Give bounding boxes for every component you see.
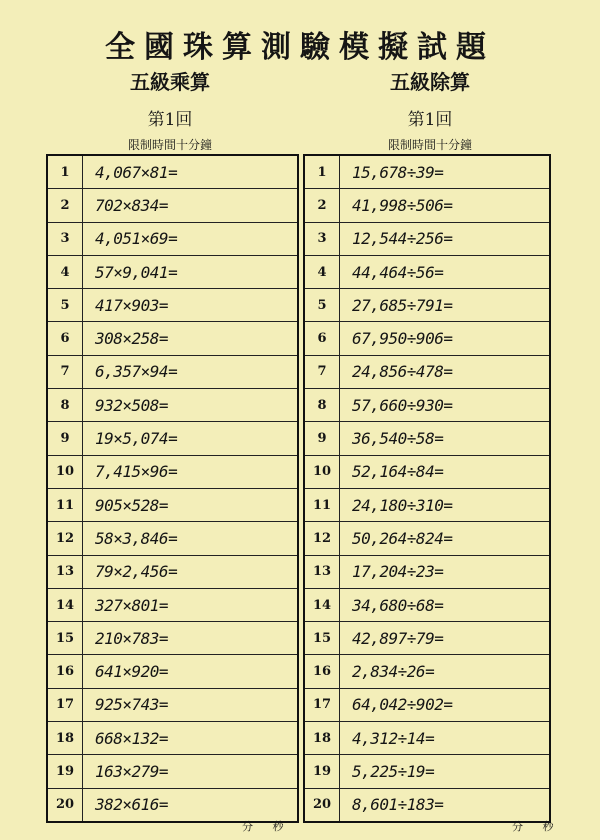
table-row xyxy=(47,322,298,355)
table-row xyxy=(304,688,550,721)
problem-number: 1 xyxy=(304,155,340,189)
problem-number: 12 xyxy=(304,522,340,555)
problem-number: 4 xyxy=(47,255,83,288)
division-level: 五級除算 xyxy=(390,70,470,94)
table-row xyxy=(304,422,550,455)
table-row xyxy=(304,588,550,621)
problem-text: 79×2,456= xyxy=(83,555,299,588)
problem-number: 7 xyxy=(304,355,340,388)
problem-text: 7,415×96= xyxy=(83,455,299,488)
table-row xyxy=(47,488,298,521)
table-row xyxy=(47,788,298,822)
problem-text: 382×616= xyxy=(83,788,299,822)
problem-number: 6 xyxy=(47,322,83,355)
problem-text: 905×528= xyxy=(83,488,299,521)
problem-text: 4,067×81= xyxy=(83,155,299,189)
problem-text: 52,164÷84= xyxy=(340,455,551,488)
problem-text: 50,264÷824= xyxy=(340,522,551,555)
problem-number: 10 xyxy=(47,455,83,488)
problem-number: 9 xyxy=(47,422,83,455)
table-row xyxy=(47,189,298,222)
division-footer xyxy=(512,818,570,834)
table-row xyxy=(304,755,550,788)
division-header xyxy=(300,66,560,153)
problem-text: 163×279= xyxy=(83,755,299,788)
multiplication-level: 五級乘算 xyxy=(130,70,210,94)
table-row xyxy=(304,222,550,255)
problem-number: 5 xyxy=(47,289,83,322)
problem-text: 8,601÷183= xyxy=(340,788,551,822)
table-row xyxy=(304,389,550,422)
problem-text: 15,678÷39= xyxy=(340,155,551,189)
problem-text: 925×743= xyxy=(83,688,299,721)
problem-text: 58×3,846= xyxy=(83,522,299,555)
table-row xyxy=(47,655,298,688)
table-row xyxy=(304,522,550,555)
table-row xyxy=(304,622,550,655)
multiplication-time-limit: 限制時間十分鐘 xyxy=(127,138,212,152)
table-row xyxy=(304,655,550,688)
problem-number: 15 xyxy=(304,622,340,655)
table-row xyxy=(304,488,550,521)
problem-number: 14 xyxy=(304,588,340,621)
minutes-label: 分 xyxy=(512,820,523,833)
problem-number: 7 xyxy=(47,355,83,388)
table-row xyxy=(47,588,298,621)
division-time-limit: 限制時間十分鐘 xyxy=(387,138,472,152)
problem-number: 3 xyxy=(47,222,83,255)
problem-number: 16 xyxy=(304,655,340,688)
seconds-label: 秒 xyxy=(272,820,284,833)
table-row xyxy=(47,455,298,488)
table-row xyxy=(304,722,550,755)
problem-number: 10 xyxy=(304,455,340,488)
problem-text: 27,685÷791= xyxy=(340,289,551,322)
problem-text: 24,180÷310= xyxy=(340,488,551,521)
multiplication-header xyxy=(40,66,300,153)
problem-number: 2 xyxy=(47,189,83,222)
table-row xyxy=(47,622,298,655)
table-row xyxy=(47,222,298,255)
table-row xyxy=(304,555,550,588)
table-row xyxy=(304,788,550,822)
problem-number: 16 xyxy=(47,655,83,688)
problem-number: 9 xyxy=(304,422,340,455)
problem-text: 5,225÷19= xyxy=(340,755,551,788)
table-row xyxy=(304,455,550,488)
table-row xyxy=(47,389,298,422)
multiplication-footer xyxy=(242,818,300,834)
problem-number: 17 xyxy=(47,688,83,721)
problem-number: 1 xyxy=(47,155,83,189)
table-row xyxy=(304,289,550,322)
problem-text: 57×9,041= xyxy=(83,255,299,288)
problem-text: 12,544÷256= xyxy=(340,222,551,255)
problem-text: 668×132= xyxy=(83,722,299,755)
problem-text: 4,312÷14= xyxy=(340,722,551,755)
problem-number: 2 xyxy=(304,189,340,222)
problem-number: 11 xyxy=(304,488,340,521)
table-row xyxy=(304,155,550,189)
problem-number: 13 xyxy=(47,555,83,588)
table-row xyxy=(304,355,550,388)
problem-number: 6 xyxy=(304,322,340,355)
division-table xyxy=(303,154,551,823)
problem-text: 34,680÷68= xyxy=(340,588,551,621)
problem-number: 11 xyxy=(47,488,83,521)
table-row xyxy=(47,755,298,788)
problem-text: 67,950÷906= xyxy=(340,322,551,355)
problem-number: 3 xyxy=(304,222,340,255)
problem-text: 42,897÷79= xyxy=(340,622,551,655)
problem-text: 17,204÷23= xyxy=(340,555,551,588)
problem-number: 18 xyxy=(304,722,340,755)
problem-text: 6,357×94= xyxy=(83,355,299,388)
problem-number: 4 xyxy=(304,255,340,288)
problem-number: 8 xyxy=(304,389,340,422)
multiplication-round: 第1回 xyxy=(147,110,193,130)
problem-number: 17 xyxy=(304,688,340,721)
table-row xyxy=(47,722,298,755)
table-row xyxy=(304,189,550,222)
table-row xyxy=(47,289,298,322)
problem-text: 210×783= xyxy=(83,622,299,655)
problem-text: 44,464÷56= xyxy=(340,255,551,288)
problem-text: 932×508= xyxy=(83,389,299,422)
problem-text: 19×5,074= xyxy=(83,422,299,455)
table-row xyxy=(304,322,550,355)
problem-text: 308×258= xyxy=(83,322,299,355)
problem-text: 4,051×69= xyxy=(83,222,299,255)
table-row xyxy=(47,522,298,555)
page-title: 全國珠算測驗模擬試題 xyxy=(105,30,495,65)
problem-number: 20 xyxy=(47,788,83,822)
problem-text: 36,540÷58= xyxy=(340,422,551,455)
problem-text: 41,998÷506= xyxy=(340,189,551,222)
problem-text: 417×903= xyxy=(83,289,299,322)
problem-text: 2,834÷26= xyxy=(340,655,551,688)
problem-text: 57,660÷930= xyxy=(340,389,551,422)
problem-number: 19 xyxy=(47,755,83,788)
table-row xyxy=(47,355,298,388)
problem-number: 14 xyxy=(47,588,83,621)
table-row xyxy=(47,155,298,189)
problem-number: 20 xyxy=(304,788,340,822)
table-row xyxy=(47,422,298,455)
problem-text: 702×834= xyxy=(83,189,299,222)
division-round: 第1回 xyxy=(407,110,453,130)
problem-text: 24,856÷478= xyxy=(340,355,551,388)
problem-number: 8 xyxy=(47,389,83,422)
problem-number: 13 xyxy=(304,555,340,588)
problem-number: 15 xyxy=(47,622,83,655)
problem-number: 18 xyxy=(47,722,83,755)
multiplication-table xyxy=(46,154,299,823)
table-row xyxy=(304,255,550,288)
table-row xyxy=(47,688,298,721)
seconds-label: 秒 xyxy=(542,820,554,833)
problem-text: 64,042÷902= xyxy=(340,688,551,721)
table-row xyxy=(47,555,298,588)
problem-number: 5 xyxy=(304,289,340,322)
table-row xyxy=(47,255,298,288)
problem-text: 641×920= xyxy=(83,655,299,688)
minutes-label: 分 xyxy=(242,820,253,833)
problem-number: 19 xyxy=(304,755,340,788)
problem-number: 12 xyxy=(47,522,83,555)
problem-text: 327×801= xyxy=(83,588,299,621)
